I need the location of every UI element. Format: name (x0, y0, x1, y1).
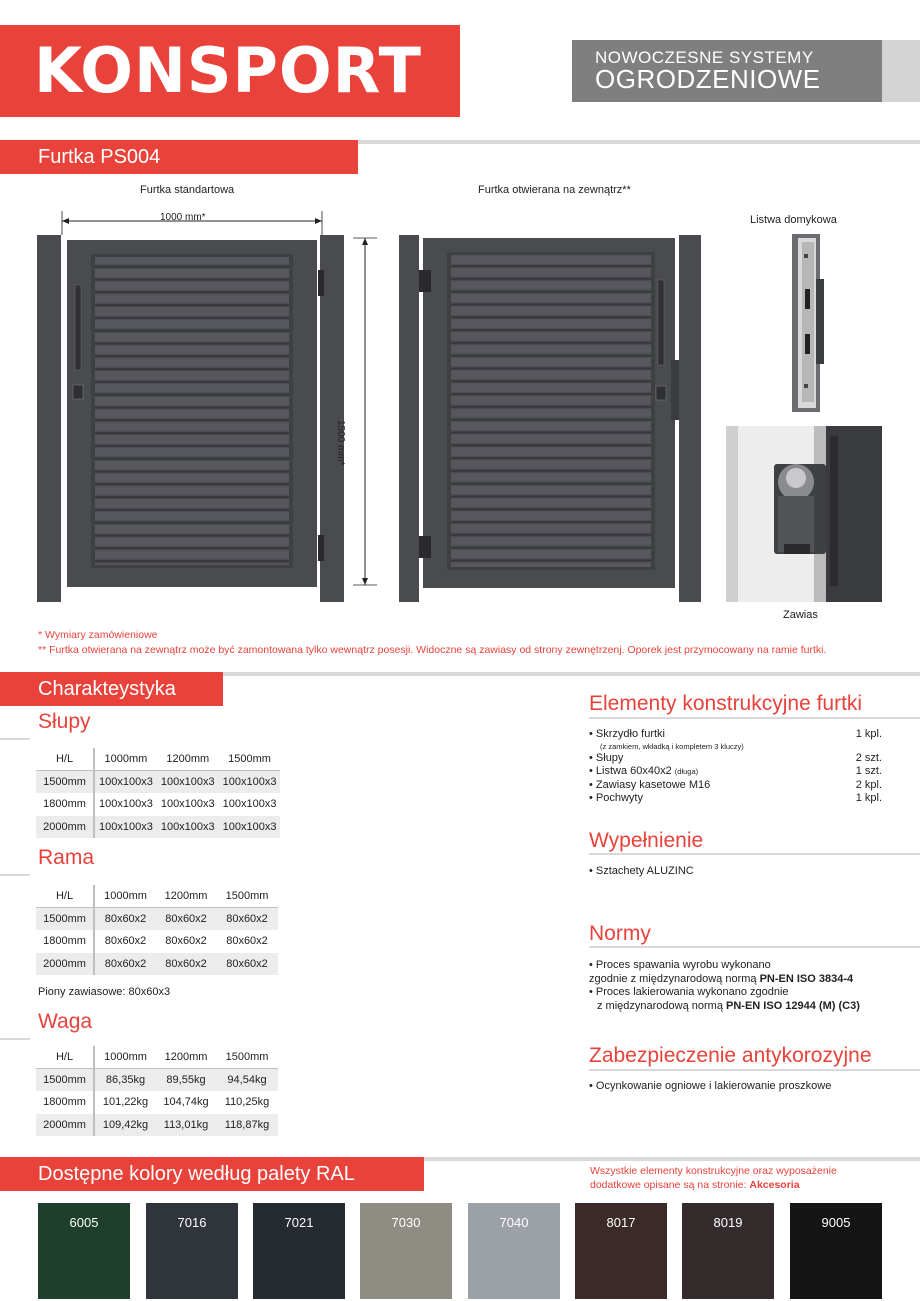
table-row: 1800mm 100x100x3 100x100x3 100x100x3 (36, 793, 280, 816)
gate-slats (451, 255, 651, 567)
table-row: 2000mm 109,42kg 113,01kg 118,87kg (36, 1114, 278, 1137)
closing-strip-photo (790, 234, 830, 412)
product-title-bar (0, 140, 358, 174)
list-item: • Skrzydło furtki 1 kpl. (589, 728, 882, 740)
color-swatch-7040: 7040 (468, 1203, 560, 1299)
width-dimension: 1000 mm* (160, 212, 206, 223)
posts-table (36, 748, 280, 838)
table-row: 1800mm 80x60x2 80x60x2 80x60x2 (36, 930, 278, 953)
hinge-icon (419, 536, 431, 558)
drawing-outward-label: Furtka otwierana na zewnątrz** (478, 184, 631, 196)
divider (424, 1157, 920, 1161)
table-row: 1800mm 101,22kg 104,74kg 110,25kg (36, 1091, 278, 1114)
brand-logo: KONSPORT (34, 34, 422, 107)
drawing-standard-label: Furtka standartowa (140, 184, 235, 196)
color-swatch-7021: 7021 (253, 1203, 345, 1299)
handle-icon (658, 280, 664, 365)
weight-table (36, 1046, 278, 1136)
corrosion-text: • Ocynkowanie ogniowe i lakierowanie proszkowe (589, 1080, 832, 1092)
posts-title: Słupy (38, 710, 91, 733)
tagline-accent (882, 40, 920, 102)
norms-title: Normy (589, 922, 651, 945)
list-item: • Zawiasy kasetowe M16 2 kpl. (589, 778, 882, 791)
accessories-link[interactable]: Akcesoria (749, 1178, 800, 1191)
colors-title-bar (0, 1157, 424, 1191)
lock-icon (73, 385, 83, 399)
hinge-label: Zawias (783, 609, 818, 621)
outward-gate-drawing (395, 230, 715, 605)
table-row: 1500mm 86,35kg 89,55kg 94,54kg (36, 1069, 278, 1092)
divider (223, 672, 920, 676)
colors-title: Dostępne kolory według palety RAL (38, 1162, 355, 1185)
table-header-row: H/L 1000mm 1200mm 1500mm (36, 748, 280, 771)
characteristics-title-bar (0, 672, 223, 706)
handle-icon (75, 285, 81, 370)
closing-strip-label: Listwa domykowa (750, 214, 837, 226)
colors-note: Wszystkie elementy konstrukcyjne oraz wyposażenie dodatkowe opisane są na stronie: Akcesoria (590, 1165, 837, 1191)
construction-title: Elementy konstrukcyjne furtki (589, 692, 863, 715)
list-item-note: (z zamkiem, wkładką i kompletem 3 kluczy) (600, 741, 744, 751)
color-swatch-8017: 8017 (575, 1203, 667, 1299)
corrosion-title: Zabezpieczenie antykorozyjne (589, 1044, 872, 1067)
hinge-icon (419, 270, 431, 292)
construction-list (589, 728, 882, 806)
list-item: • Słupy 2 szt. (589, 751, 882, 764)
table-header-row: H/L 1000mm 1200mm 1500mm (36, 1046, 278, 1069)
standard-gate-drawing (35, 205, 385, 605)
table-row: 1500mm 80x60x2 80x60x2 80x60x2 (36, 908, 278, 931)
table-header-row: H/L 1000mm 1200mm 1500mm (36, 885, 278, 908)
table-row: 1500mm 100x100x3 100x100x3 100x100x3 (36, 771, 280, 794)
tagline-line1: NOWOCZESNE SYSTEMY (595, 48, 814, 67)
table-row: 2000mm 80x60x2 80x60x2 80x60x2 (36, 953, 278, 976)
filling-text: • Sztachety ALUZINC (589, 865, 694, 877)
color-swatch-9005: 9005 (790, 1203, 882, 1299)
color-swatch-7030: 7030 (360, 1203, 452, 1299)
list-item: • Pochwyty 1 kpl. (589, 792, 882, 804)
note-dimensions: * Wymiary zamówieniowe (38, 629, 158, 641)
lock-icon (656, 386, 666, 400)
height-dimension: 1500 mm* (335, 420, 346, 466)
tagline-line2: OGRODZENIOWE (595, 64, 821, 94)
hinge-photo (726, 426, 882, 602)
characteristics-title: Charakteystyka (38, 677, 176, 700)
color-swatch-8019: 8019 (682, 1203, 774, 1299)
norms-text: • Proces spawania wyrobu wykonano zgodnie z międzynarodową normą PN-EN ISO 3834-4 • Proces lakierowania wykonano zgodnie z międzynarodową normą PN-EN ISO 12944 (M) (C3) (589, 959, 860, 1012)
filling-title: Wypełnienie (589, 829, 704, 852)
frame-table (36, 885, 278, 975)
frame-note: Piony zawiasowe: 80x60x3 (38, 986, 171, 998)
right-post (679, 235, 701, 602)
left-post (399, 235, 419, 602)
product-title: Furtka PS004 (38, 145, 161, 168)
table-row: 2000mm 100x100x3 100x100x3 100x100x3 (36, 816, 280, 839)
divider (358, 140, 920, 144)
left-post (37, 235, 61, 602)
weight-title: Waga (38, 1010, 93, 1033)
color-swatch-6005: 6005 (38, 1203, 130, 1299)
color-swatch-7016: 7016 (146, 1203, 238, 1299)
note-outward: ** Furtka otwierana na zewnątrz może być zamontowana tylko wewnątrz posesji. Widoczne są zawiasy od strony zewnętrzenj. Oporek jest przymocowany na ramie furtki. (38, 644, 827, 656)
frame-title: Rama (38, 846, 95, 869)
list-item: • Listwa 60x40x2 (długa) 1 szt. (589, 765, 882, 777)
gate-slats (95, 257, 289, 565)
